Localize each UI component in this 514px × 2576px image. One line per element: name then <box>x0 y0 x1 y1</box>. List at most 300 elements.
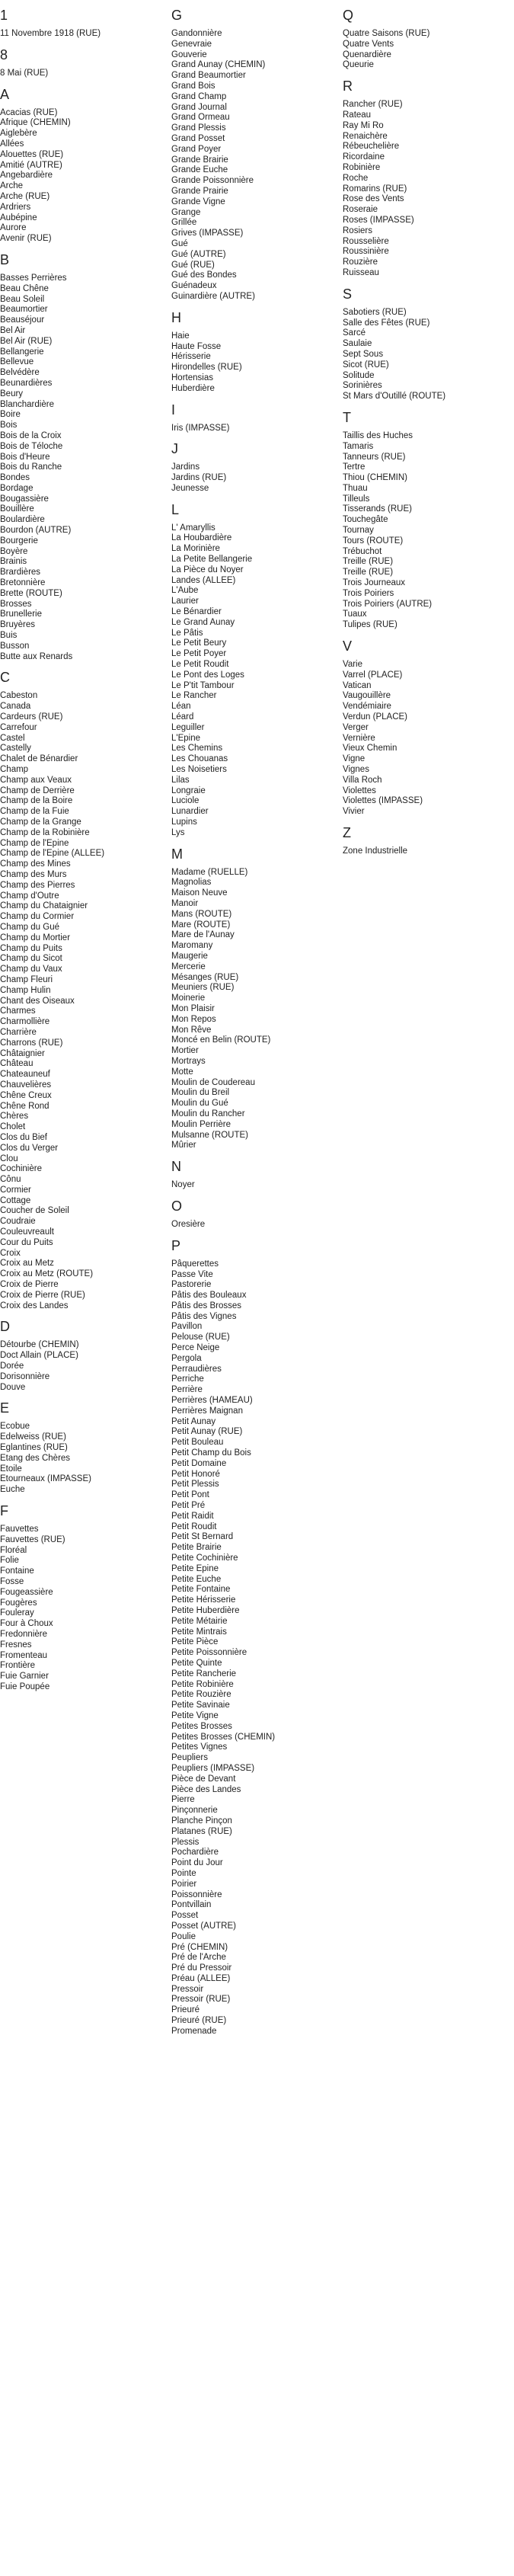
street-name: Chant des Oiseaux <box>0 996 75 1006</box>
street-name: L'Aube <box>171 586 199 596</box>
street-name: Bois du Ranche <box>0 462 62 472</box>
street-name: Doct Allain (PLACE) <box>0 1351 78 1361</box>
street-name: Bois de la Croix <box>0 430 62 440</box>
street-name: Perrières (HAMEAU) <box>171 1396 253 1406</box>
street-name: Petit Plessis <box>171 1480 219 1490</box>
street-name: Queurie <box>343 60 374 70</box>
street-name: Petit Pré <box>171 1501 206 1511</box>
street-name: Coucher de Soleil <box>0 1206 69 1216</box>
street-name: Dorisonnière <box>0 1371 50 1381</box>
street-name: Brainis <box>0 557 27 567</box>
street-name: Grand Posset <box>171 133 225 143</box>
street-name: Léan <box>171 702 191 712</box>
street-name: Afrique (CHEMIN) <box>0 118 71 128</box>
street-name: Croix <box>0 1248 21 1258</box>
street-name: Violettes (IMPASSE) <box>343 796 423 806</box>
street-name: Aiglebère <box>0 129 37 139</box>
street-name: Bruyères <box>0 620 36 630</box>
street-name: Couleuvreault <box>0 1227 54 1237</box>
street-name: Moulin du Rancher <box>171 1109 245 1118</box>
street-name: Champ de la Robinière <box>0 827 90 837</box>
street-name: Pâtis des Brosses <box>171 1301 242 1310</box>
street-name: Petite Brairie <box>171 1543 222 1553</box>
street-name: Tilleuls <box>343 494 370 504</box>
street-name: Aurore <box>0 223 27 233</box>
street-name: Varrel (PLACE) <box>343 670 403 680</box>
street-name: Fontaine <box>0 1566 34 1576</box>
street-name: Sorinières <box>343 381 382 391</box>
street-name: Pré de l'Arche <box>171 1953 226 1963</box>
street-name: Brardières <box>0 568 41 578</box>
street-name: Pierre <box>171 1795 195 1805</box>
street-name: Guénadeux <box>171 281 217 291</box>
street-name: Pièce de Devant <box>171 1774 236 1784</box>
street-name: Fromenteau <box>0 1650 48 1660</box>
street-name: Allées <box>0 139 24 149</box>
street-name: Mare de l'Aunay <box>171 930 235 940</box>
street-name: Ricordaine <box>343 152 385 162</box>
column-2 <box>171 0 324 2037</box>
street-name: Rose des Vents <box>343 194 404 204</box>
street-name: Poirier <box>171 1879 197 1889</box>
street-name: Angebardière <box>0 171 53 181</box>
street-name: L' Amaryllis <box>171 523 215 533</box>
street-name: Rancher (RUE) <box>343 100 403 110</box>
street-name: Grives (IMPASSE) <box>171 229 244 238</box>
street-name: Chauvelières <box>0 1080 52 1090</box>
street-name: Beury <box>0 389 24 398</box>
street-name: Floréal <box>0 1545 27 1555</box>
section-letter-heading: P <box>171 1237 181 1253</box>
street-name: Pinçonnerie <box>171 1806 218 1816</box>
street-name: Petit Roudit <box>171 1522 217 1531</box>
letter-section <box>171 846 324 1152</box>
letter-section <box>0 47 152 79</box>
street-name: Magnolias <box>171 878 212 888</box>
letter-section <box>171 402 324 434</box>
letter-section <box>343 638 495 818</box>
street-name: Chalet de Bénardier <box>0 754 78 764</box>
street-name: Carrefour <box>0 722 37 732</box>
street-name: Rébeuchelière <box>343 142 400 152</box>
column-3 <box>343 0 495 857</box>
street-name: Petites Brosses <box>171 1721 232 1731</box>
street-name: Petit Raidit <box>171 1511 214 1521</box>
section-letter-heading: L <box>171 501 180 517</box>
street-name: Brunellerie <box>0 610 42 619</box>
street-name: Gandonnière <box>171 29 222 38</box>
street-name: Charrière <box>0 1027 37 1037</box>
letter-section <box>171 502 324 839</box>
street-name: Le Grand Aunay <box>171 617 235 627</box>
street-name: Pâquerettes <box>171 1259 219 1269</box>
street-name: La Petite Bellangerie <box>171 555 253 565</box>
street-name: Butte aux Renards <box>0 651 73 661</box>
street-name: Tuaux <box>343 610 367 619</box>
letter-section <box>171 441 324 494</box>
street-name: Grande Brairie <box>171 155 228 165</box>
street-name: Roussinière <box>343 247 389 257</box>
street-name: Les Noisetiers <box>171 765 227 775</box>
street-name: Gué (AUTRE) <box>171 249 226 259</box>
street-name: Mon Repos <box>171 1014 216 1024</box>
street-name: Trébuchot <box>343 546 382 556</box>
street-name: Champ du Chataignier <box>0 901 88 911</box>
street-name: Détourbe (CHEMIN) <box>0 1340 79 1350</box>
street-name: Beunardières <box>0 378 53 388</box>
street-name: Le P'tit Tambour <box>171 680 235 690</box>
street-name: Grand Bois <box>171 81 215 91</box>
street-name: Grand Plessis <box>171 123 226 133</box>
street-name: Cochinière <box>0 1164 42 1174</box>
street-name: Le Bénardier <box>171 607 222 617</box>
street-name: Violettes <box>343 786 376 795</box>
letter-section <box>0 87 152 245</box>
street-name: Pelouse (RUE) <box>171 1333 230 1342</box>
street-name: Peupliers <box>171 1753 208 1763</box>
street-name: Pièce des Landes <box>171 1784 241 1794</box>
street-name: Posset <box>171 1911 199 1921</box>
letter-section <box>343 78 495 279</box>
section-letter-heading: S <box>343 286 353 302</box>
street-name: Castelly <box>0 744 31 754</box>
street-name: Le Pont des Loges <box>171 670 244 680</box>
street-name: Promenade <box>171 2026 217 2036</box>
street-name: Pontvillain <box>171 1900 212 1910</box>
street-name: Huberdière <box>171 383 215 393</box>
street-name: Clos du Bief <box>0 1132 48 1142</box>
street-name: Cabeston <box>0 691 38 701</box>
street-name: Maison Neuve <box>171 888 228 898</box>
street-name: Blanchardière <box>0 399 54 409</box>
street-name: Mûrier <box>171 1141 196 1150</box>
street-name: Mare (ROUTE) <box>171 920 231 930</box>
street-name: Croix de Pierre <box>0 1280 59 1290</box>
section-letter-heading: F <box>0 1503 8 1519</box>
street-name: Pergola <box>171 1353 202 1363</box>
street-name: Fougères <box>0 1598 37 1608</box>
street-name: Tournay <box>343 526 374 536</box>
street-name: Champ des Murs <box>0 869 67 879</box>
street-name: Iris (IMPASSE) <box>171 423 230 433</box>
street-name: Lys <box>171 827 185 837</box>
street-name: Beauséjour <box>0 315 45 325</box>
street-name: Eglantines (RUE) <box>0 1443 68 1453</box>
street-name: Grand Champ <box>171 91 227 101</box>
street-name: Préau (ALLEE) <box>171 1973 231 1983</box>
street-name: Roses (IMPASSE) <box>343 215 414 225</box>
street-name: Haie <box>171 331 190 341</box>
section-letter-heading: V <box>343 638 353 654</box>
street-name: Charrons (RUE) <box>0 1038 63 1048</box>
street-name: St Mars d'Outillé (ROUTE) <box>343 392 446 402</box>
street-name: Folie <box>0 1556 19 1566</box>
street-name: Grande Prairie <box>171 186 228 196</box>
street-name: Coudraie <box>0 1217 36 1227</box>
street-name: Roche <box>343 173 369 183</box>
street-name: Laurier <box>171 597 199 606</box>
street-name: Posset (AUTRE) <box>171 1921 236 1931</box>
street-name: Cônu <box>0 1175 21 1185</box>
street-name: Etourneaux (IMPASSE) <box>0 1474 91 1484</box>
street-name: Petit Aunay (RUE) <box>171 1427 243 1437</box>
street-name: Leguiller <box>171 722 205 732</box>
street-name: Fuie Garnier <box>0 1672 49 1682</box>
street-name: Romarins (RUE) <box>343 184 407 194</box>
section-letter-heading: J <box>171 441 178 457</box>
street-name: Sept Sous <box>343 349 384 359</box>
street-name: Petite Huberdière <box>171 1606 240 1615</box>
street-name: 8 Mai (RUE) <box>0 68 49 78</box>
street-name: Champ d'Outre <box>0 891 59 901</box>
street-name: Roseraie <box>343 205 378 215</box>
section-letter-heading: Z <box>343 825 351 840</box>
street-name: Rousselière <box>343 236 389 246</box>
street-name: Grande Euche <box>171 165 228 175</box>
street-name: Cardeurs (RUE) <box>0 712 63 722</box>
section-letter-heading: E <box>0 1400 10 1416</box>
street-name: Grillée <box>171 218 197 228</box>
street-name: Buis <box>0 631 18 641</box>
street-name: Lilas <box>171 775 190 785</box>
section-letter-heading: O <box>171 1198 183 1214</box>
street-name: Moncé en Belin (ROUTE) <box>171 1035 271 1045</box>
street-name: Hérisserie <box>171 352 211 362</box>
street-name: Petit Domaine <box>171 1458 227 1468</box>
street-name: Fauvettes (RUE) <box>0 1534 65 1544</box>
street-name: Hortensias <box>171 373 213 382</box>
street-name: Aubépine <box>0 213 37 222</box>
street-name: Tulipes (RUE) <box>343 620 397 630</box>
street-name: Grand Aunay (CHEMIN) <box>171 60 266 70</box>
street-name: Le Petit Beury <box>171 638 227 648</box>
street-name: Fuie Poupée <box>0 1682 50 1691</box>
street-name: Petit Bouleau <box>171 1438 224 1448</box>
street-name: Fauvettes <box>0 1525 39 1534</box>
street-name: Mulsanne (ROUTE) <box>171 1130 248 1140</box>
street-name: Petite Robinière <box>171 1679 234 1689</box>
street-name: Charmes <box>0 1006 36 1016</box>
letter-section <box>343 825 495 857</box>
street-name: Luciole <box>171 796 200 806</box>
street-name: Petit Champ du Bois <box>171 1448 251 1458</box>
letter-section <box>343 286 495 402</box>
street-name: Guinardière (AUTRE) <box>171 291 255 301</box>
street-name: Le Pâtis <box>171 628 203 638</box>
street-name: Ardriers <box>0 202 31 212</box>
street-name: Passe Vite <box>171 1269 213 1279</box>
street-name: Pressoir <box>171 1984 204 1994</box>
letter-section <box>171 1238 324 2037</box>
street-name: Jardins (RUE) <box>171 473 227 483</box>
street-name: Prieuré <box>171 2005 200 2015</box>
letter-section <box>0 252 152 662</box>
letter-section <box>0 8 152 40</box>
street-name: Noyer <box>171 1180 195 1190</box>
street-name: Perce Neige <box>171 1343 220 1353</box>
street-name: Perrière <box>171 1385 203 1395</box>
street-name: Quatre Saisons (RUE) <box>343 29 430 38</box>
street-name: Clos du Verger <box>0 1143 59 1153</box>
street-name: Mortrays <box>171 1056 206 1066</box>
street-name: Salle des Fêtes (RUE) <box>343 318 430 328</box>
street-name: Tamaris <box>343 441 374 451</box>
street-name: Gué (RUE) <box>171 260 215 270</box>
street-name: Petite Euche <box>171 1574 222 1584</box>
street-name: Hirondelles (RUE) <box>171 363 242 373</box>
letter-section <box>171 8 324 302</box>
street-name: Fougeassière <box>0 1587 53 1597</box>
street-name: Beaumortier <box>0 305 48 315</box>
street-name: Brette (ROUTE) <box>0 588 62 598</box>
street-name: Plessis <box>171 1837 200 1847</box>
street-name: Rouzière <box>343 258 378 267</box>
street-name: Croix des Landes <box>0 1301 69 1310</box>
section-letter-heading: N <box>171 1159 181 1175</box>
street-name: Saulaie <box>343 339 372 349</box>
street-name: Manoir <box>171 898 199 908</box>
street-name: Mon Rêve <box>171 1025 212 1035</box>
street-name: Petite Quinte <box>171 1658 222 1668</box>
street-name: Cormier <box>0 1185 31 1195</box>
street-name: Croix au Metz <box>0 1259 54 1269</box>
section-letter-heading: H <box>171 309 181 325</box>
street-name: Les Chemins <box>171 744 223 754</box>
street-name: Le Petit Poyer <box>171 649 227 659</box>
street-name: Madame (RUELLE) <box>171 867 248 877</box>
street-name: Etoile <box>0 1464 22 1474</box>
section-letter-heading: C <box>0 670 10 686</box>
street-name: Longraie <box>171 786 206 795</box>
street-name: Chêne Creux <box>0 1090 52 1100</box>
street-name: Cottage <box>0 1195 31 1205</box>
street-name: Vendémiaire <box>343 702 391 712</box>
section-letter-heading: D <box>0 1319 10 1335</box>
street-name: Petite Pièce <box>171 1637 219 1647</box>
street-name: Gouverie <box>171 50 207 59</box>
street-name: La Houbardière <box>171 533 232 543</box>
street-name: Edelweiss (RUE) <box>0 1432 66 1442</box>
street-name: Petite Fontaine <box>171 1585 231 1595</box>
street-name: Peupliers (IMPASSE) <box>171 1763 255 1773</box>
street-name: Bougassière <box>0 494 49 504</box>
street-name: Vivier <box>343 807 365 817</box>
street-name: Croix de Pierre (RUE) <box>0 1290 85 1300</box>
street-name: Platanes (RUE) <box>171 1826 232 1836</box>
section-letter-heading: 8 <box>0 46 8 62</box>
section-letter-heading: G <box>171 8 183 23</box>
street-name: Grand Beaumortier <box>171 71 246 81</box>
street-name: Bel Air <box>0 325 26 335</box>
street-name: Léard <box>171 712 194 722</box>
street-name: Petit St Bernard <box>171 1532 234 1542</box>
street-name: Le Petit Roudit <box>171 660 229 670</box>
street-name: Champ du Sicot <box>0 954 62 964</box>
street-name: Champ Fleuri <box>0 974 53 984</box>
street-name: Bondes <box>0 473 30 483</box>
street-name: Le Rancher <box>171 691 217 701</box>
street-name: Quenardière <box>343 50 391 59</box>
street-name: Petite Hérisserie <box>171 1595 236 1605</box>
street-name: Petit Pont <box>171 1490 209 1500</box>
street-name: Taillis des Huches <box>343 430 413 440</box>
letter-section <box>343 8 495 71</box>
street-name: Moulin du Gué <box>171 1099 228 1109</box>
street-name: Chères <box>0 1112 29 1122</box>
street-name: Trois Poiriers <box>343 588 394 598</box>
street-name: Planche Pinçon <box>171 1816 232 1826</box>
street-name: Acacias (RUE) <box>0 107 58 117</box>
street-name: Prieuré (RUE) <box>171 2016 227 2026</box>
street-name: Rateau <box>343 110 372 120</box>
letter-section <box>0 1319 152 1393</box>
street-name: Fresnes <box>0 1640 32 1650</box>
street-name: Vernière <box>343 733 375 743</box>
street-name: Point du Jour <box>171 1858 223 1868</box>
street-name: Bel Air (RUE) <box>0 336 53 346</box>
street-name: Champ des Pierres <box>0 880 75 890</box>
street-name: Petit Aunay <box>171 1416 216 1426</box>
street-name: Mésanges (RUE) <box>171 972 239 982</box>
street-name: Renaichère <box>343 131 388 141</box>
section-letter-heading: A <box>0 86 10 102</box>
street-name: Solitude <box>343 370 375 380</box>
street-name: Vatican <box>343 680 372 690</box>
section-letter-heading: M <box>171 846 183 862</box>
street-name: Pointe <box>171 1868 196 1878</box>
street-name: Dorée <box>0 1362 24 1371</box>
street-name: Lunardier <box>171 807 209 817</box>
street-name: Champ Hulin <box>0 985 51 995</box>
street-name: Pâtis des Vignes <box>171 1311 237 1321</box>
street-name: Champ des Mines <box>0 859 71 869</box>
street-name: Moulin du Breil <box>171 1088 230 1098</box>
street-name: Perrières Maignan <box>171 1406 243 1416</box>
street-name: Amitié (AUTRE) <box>0 160 62 170</box>
section-letter-heading: I <box>171 402 176 418</box>
street-name: Champ aux Veaux <box>0 775 72 785</box>
street-name: Mon Plaisir <box>171 1003 215 1013</box>
street-name: Touchegâte <box>343 515 388 525</box>
street-name: Euche <box>0 1485 25 1495</box>
street-name: Basses Perrières <box>0 273 67 283</box>
section-letter-heading: Q <box>343 8 354 23</box>
street-name: Ecobue <box>0 1422 30 1432</box>
street-name: Frontière <box>0 1661 36 1671</box>
street-name: Charmollière <box>0 1017 50 1027</box>
street-name: Tertre <box>343 462 366 472</box>
street-name: Lupins <box>171 818 197 827</box>
street-name: Gué des Bondes <box>171 270 237 280</box>
street-name: Canada <box>0 702 31 712</box>
street-name: Bois d'Heure <box>0 452 50 462</box>
street-name: Arche (RUE) <box>0 191 50 201</box>
street-name: Grande Poissonnière <box>171 176 254 186</box>
street-name: Varie <box>343 660 362 670</box>
street-name: La Morinière <box>171 544 220 554</box>
street-name: Chêne Rond <box>0 1101 49 1111</box>
street-name: Belvédère <box>0 368 40 378</box>
street-name: Moulin de Coudereau <box>171 1077 255 1087</box>
street-name: Vigne <box>343 754 366 764</box>
street-name: Avenir (RUE) <box>0 234 52 244</box>
street-name: Bois de Téloche <box>0 441 63 451</box>
street-name: Château <box>0 1059 34 1069</box>
street-name: Bourgerie <box>0 536 38 546</box>
street-name: Grand Journal <box>171 102 227 112</box>
street-name: L'Epine <box>171 733 201 743</box>
street-name: Castel <box>0 733 25 743</box>
